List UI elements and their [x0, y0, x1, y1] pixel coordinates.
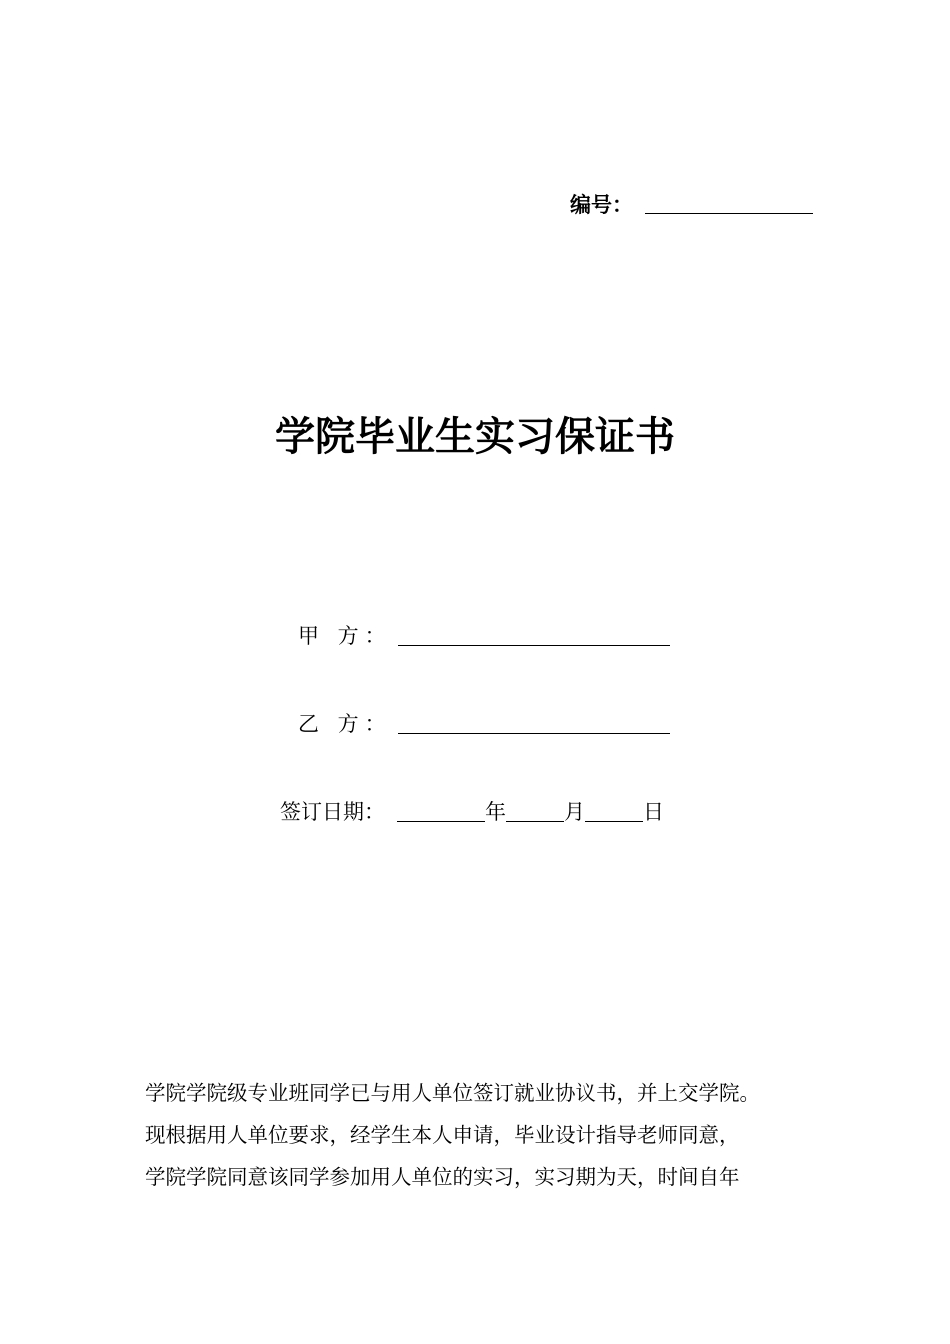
signing-day-blank: [585, 799, 643, 822]
body-paragraph: [145, 1072, 835, 1198]
signing-date-row: [280, 794, 664, 826]
body-line: 学院学院级专业班同学已与用人单位签订就业协议书，并上交学院。: [145, 1081, 760, 1105]
signing-year-blank: [397, 799, 485, 822]
serial-number-label: 编号：: [570, 193, 633, 217]
body-line: 学院学院同意该同学参加用人单位的实习，实习期为天，时间自年: [145, 1165, 740, 1189]
party-b-row: [298, 706, 670, 738]
serial-number-row: [570, 189, 813, 219]
party-a-row: [298, 618, 670, 650]
party-b-label: 乙 方：: [298, 712, 392, 736]
body-line: 现根据用人单位要求，经学生本人申请，毕业设计指导老师同意，: [145, 1123, 740, 1147]
signing-day-label: 日: [643, 800, 664, 824]
serial-number-blank: [645, 191, 813, 214]
party-a-blank: [398, 623, 670, 646]
signing-month-blank: [506, 799, 564, 822]
signing-date-label: 签订日期：: [280, 800, 385, 824]
signing-month-label: 月: [564, 800, 585, 824]
party-a-label: 甲 方：: [298, 624, 392, 648]
party-b-blank: [398, 711, 670, 734]
document-title: 学院毕业生实习保证书: [275, 414, 675, 460]
signing-year-label: 年: [485, 800, 506, 824]
